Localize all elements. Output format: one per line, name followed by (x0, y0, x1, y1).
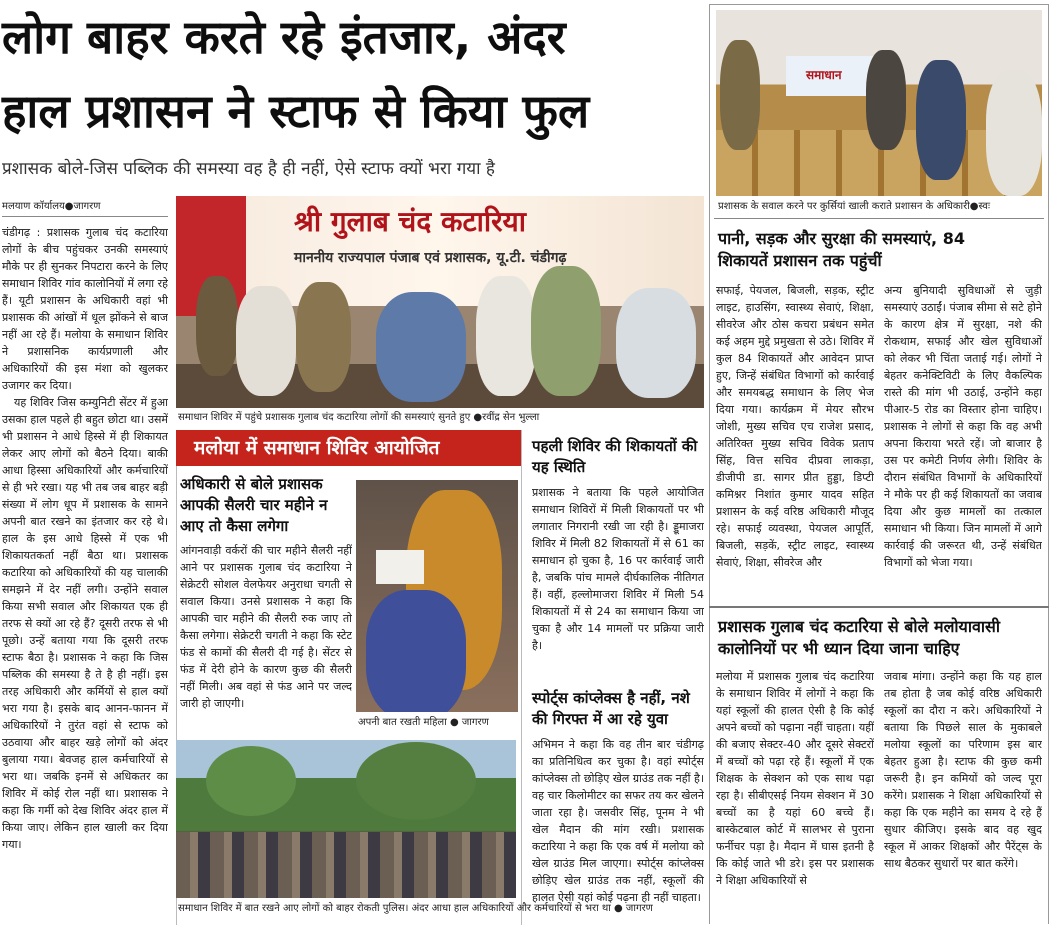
empty-chairs-photo (716, 10, 1042, 196)
article-paragraph: चंडीगढ़ : प्रशासक गुलाब चंद कटारिया लोगों के बीच पहुंचकर उनकी समस्याएं मौके पर ही सुनकर निपटारा करने के लिए समाधान शिविर गांव कालोनियों में लगा रहे हैं। यूटी प्रशासन के अधिकारी वहां भी प्रशासक की आंखों में धूल झोंकने से बाज नहीं आ रहे हैं। मलोया के समाधान शिविर ने प्रशासनिक कार्यप्रणाली और अधिकारियों की इस मंशा को खुलकर उजागर कर दिया। (2, 226, 168, 392)
person (366, 590, 466, 712)
woman-speaking-photo (356, 480, 518, 712)
column-text: प्रशासक ने बताया कि पहले आयोजित समाधान शिविरों में मिली शिकायतों पर भी लगातार निगरानी रखी जा रही है। ड्डूमाजरा शिविर में मिली 82 शिकायतों में से 61 का समाधान हो चुका है, 16 पर कार्रवाई जारी है, जबकि पांच मामले दीर्घकालिक नीतिगत हैं। वहीं, हल्लोमाजरा शिविर में मिली 54 शिकायतों में से 24 का समाधान किया जा चुका है और 14 मामलों पर प्रक्रिया जारी है। (532, 486, 704, 652)
photo-caption: समाधान शिविर में बात रखने आए लोगों को बाहर रोकती पुलिस। अंदर आधा हाल अधिकारियों और कर्मचारियों से भरा था ● जागरण (178, 903, 653, 914)
person (236, 286, 296, 396)
tree (206, 746, 296, 816)
byline: मलयाण कॉर्यालय●जागरण (2, 201, 101, 212)
caption-rule (714, 218, 1044, 219)
person (916, 60, 966, 180)
column-text: अभिमन ने कहा कि वह तीन बार चंडीगढ़ का प्रतिनिधित्व कर चुका है। वहां स्पोर्ट्स कांप्लेक्स तो छोड़िए खेल ग्राउंड तक नहीं है। वह चार किलोमीटर का सफर तय कर खेलने जाता रहा है। जसवीर सिंह, पूनम ने भी खेल मैदान की मांग रखी। प्रशासक कटारिया ने कहा कि एक वर्ष में मलोया को खेल ग्राउंड मिल जाएगा। स्पोर्ट्स कांप्लेक्स छोड़िए खेल ग्राउंड तक नहीं, स्कूलों की हालत ऐसी यहां कोई पढ़ना ही नहीं चाहता। (532, 738, 704, 904)
crowd-outside-photo (176, 740, 516, 898)
column-heading: स्पोर्ट्स कांप्लेक्स है नहीं, नशे की गिरफ्त में आ रहे युवा (532, 689, 690, 728)
box-article-text: आंगनवाड़ी वर्करों की चार महीने सैलरी नहीं आने पर प्रशासक गुलाब चंद कटारिया ने सेक्रेटरी सोशल वेलफेयर अनुराधा चगती से सवाल किया। उनसे प्रशासक ने कहा कि आपकी चार महीने की सैलरी रुक जाए तो कैसा लगेगा। सेक्रेटरी चगती ने कहा कि स्टेट फंड से कामों की सैलरी दी गई है। सेंटर से फंड में देरी होने के कारण कुछ की सैलरी नहीं मिली। अब वहां से फंड आने पर जल्द जारी हो जाएगी। (180, 544, 352, 710)
main-article-column (2, 224, 168, 924)
photo-caption: प्रशासक के सवाल करने पर कुर्सियां खाली कराते प्रशासन के अधिकारी●स्वः (718, 201, 990, 212)
section-divider (709, 606, 1049, 608)
photo-banner-text: समाधान (806, 68, 842, 82)
person (866, 50, 906, 150)
photo-banner-title: श्री गुलाब चंद कटारिया (294, 205, 527, 238)
main-headline-line1: लोग बाहर करते रहे इंतजार, अंदर (2, 10, 566, 64)
byline-rule (2, 216, 168, 217)
photo-caption: समाधान शिविर में पहुंचे प्रशासक गुलाब चंद कटारिया लोगों की समस्याएं सुनते हुए ●रवींद्र सेन भुल्ला (178, 412, 540, 423)
photo-banner-subtitle: माननीय राज्यपाल पंजाब एवं प्रशासक, यू.टी. चंडीगढ़ (294, 250, 567, 266)
sidebar-story1-column-a: सफाई, पेयजल, बिजली, सड़क, स्ट्रीट लाइट, हाउसिंग, स्वास्थ्य सेवाएं, शिक्षा, सीवरेज और ठोस कचरा प्रबंधन समेत कई अहम मुद्दे प्रमुखता से उठे। शिविर में कुल 84 शिकायतें और आवेदन प्राप्त हुए, जिन्हें संबंधित विभागों को कार्रवाई और समयबद्ध समाधान के लिए भेज दिया गया। कार्यक्रम में मेयर सौरभ जोशी, मुख्य सचिव एच राजेश प्रसाद, अतिरिक्त मुख्य सचिव विवेक प्रताप सिंह, वित्त सचिव दीप्रवा लाकड़ा, डीजीपी डा. सागर प्रीत हुड्डा, डिप्टी कमिश्नर निशांत कुमार यादव सहित प्रशासन के कई वरिष्ठ अधिकारी मौजूद रहे। सफाई व्यवस्था, पेयजल आपूर्ति, बिजली, सड़कें, स्ट्रीट लाइट, स्वास्थ्य सेवाएं, शिक्षा, सीवरेज और (716, 284, 874, 569)
crowd (176, 832, 516, 898)
person (986, 70, 1042, 196)
sidebar-story2-column-a: मलोया में प्रशासक गुलाब चंद कटारिया के समाधान शिविर में लोगों ने कहा कि यहां स्कूलों की हालत ऐसी है कि कोई अपने बच्चों को पढ़ाना नहीं चाहता। यहीं की बजाए सेक्टर-40 और दूसरे सेक्टरों में बच्चों को पढ़ा रहे हैं। स्कूलों में एक शिक्षक के सेक्शन को एक साथ पढ़ा रहा है। सीबीएसई नियम सेक्शन में 30 बच्चों का है यहां 60 बच्चे हैं। बास्केटबाल कोर्ट में सालभर से पुराना फर्नीचर पड़ा है। मैदान में घास इतनी है कि कोई जाते भी डरे। इस पर प्रशासक ने शिक्षा अधिकारियों से (716, 670, 874, 887)
sidebar-story1-column-b: अन्य बुनियादी सुविधाओं से जुड़ी समस्याएं उठाईं। पंजाब सीमा से सटे होने के कारण क्षेत्र में सुरक्षा, नशे की रोकथाम, सफाई और खेल सुविधाओं को लेकर भी चिंता जताई गई। लोगों ने बेहतर कनेक्टिविटी के लिए वैकल्पिक रास्ते की मांग भी उठाई, उन्होंने कहा पीआर-5 रोड का विस्तार होना चाहिए। प्रशासक ने लोगों से कहा कि वह अभी अपना किराया भरते रहें। जो बाजार है उस पर कमेटी निर्णय लेगी। शिविर के दौरान संबंधित विभागों के अधिकारियों ने मौके पर ही कई शिकायतों का जवाब दिया और कुछ मामलों का तत्काल समाधान भी किया। जिन मामलों में आगे कार्रवाई की जरूरत थी, उन्हें संबंधित विभागों को भेजा गया। (884, 284, 1042, 569)
paper-sheet (376, 550, 424, 584)
sidebar-story2-heading: प्रशासक गुलाब चंद कटारिया से बोले मलोयावासी कालोनियों पर भी ध्यान दिया जाना चाहिए (718, 617, 1000, 658)
person (720, 40, 760, 150)
event-stage-photo (176, 196, 704, 408)
article-paragraph: यह शिविर जिस कम्युनिटी सेंटर में हुआ उसका हाल पहले ही बहुत छोटा था। उसमें भी प्रशासन ने आधे हिस्से में ही शिकायत लेकर आए लोगों को बैठने दिया। बाकी आधा हिस्सा अधिकारियों और कर्मचारियों से ही भरे रखा। यह भी तब जब बाहर बड़ी संख्या में लोग धूप में प्रशासक के सामने अपनी बात रखने का इंतजार कर रहे थे। हाल के इस आधे हिस्से में एक भी शिकायतकर्ता नहीं बैठा था। प्रशासक कटारिया को अधिकारियों की यह चालाकी समझने में देर नहीं लगी। उन्होंने सवाल किया सभी सवाल और शिकायत एक ही तरफ से क्यों आ रहे हैं? दूसरी तरफ से भी पूछो। उन्हें बताया गया कि दूसरी तरफ स्टाफ बैठा है। प्रशासक ने कहा कि जिस पब्लिक की समस्या है ते है ही नहीं। इस तरह अधिकारी और कर्मियों से हाल क्यों भरा गया है। इसके बाद आनन-फानन में अधिकारियों ने तुरंत वहां से स्टाफ को उठवाया और बाहर खड़े लोगों को अंदर बुलाया गया। बेवजह हाल कर्मचारियों से भरा था। जबकि इनमें से अधिकतर का शिविर में कोई रोल नहीं था। प्रशासक ने कहा कि गर्मी को देख शिविर अंदर हाल में किया जाए। लेकिन हाल खाली कर दिया गया। (2, 396, 168, 851)
person (376, 292, 466, 402)
sidebar-story2-column-b: जवाब मांगा। उन्होंने कहा कि यह हाल तब होता है जब कोई वरिष्ठ अधिकारी स्कूलों का दौरा न करे। अधिकारियों ने बताया कि पिछले साल के मुकाबले मलोया स्कूलों का परिणाम इस बार बेहतर हुआ है। स्टाफ की कुछ कमी जरूरी है। इन कमियों को जल्द पूरा करेंगे। प्रशासक ने शिक्षा अधिकारियों से कहा कि एक महीने का समय दे रहे हैं सुधार कीजिए। इसके बाद वह खुद स्कूल में आकर शिक्षकों और पैरेंट्स के साथ बैठकर सुधारों पर बात करेंगे। (884, 670, 1042, 870)
box-heading: अधिकारी से बोले प्रशासक आपकी सैलरी चार महीने न आए तो कैसा लगेगा (180, 475, 328, 535)
photo-caption: अपनी बात रखती महिला ● जागरण (358, 717, 489, 728)
box-title: मलोया में समाधान शिविर आयोजित (194, 437, 440, 459)
main-headline-line2: हाल प्रशासन ने स्टाफ से किया फुल (2, 84, 590, 138)
column-heading: पहली शिविर की शिकायतों की यह स्थिति (532, 437, 698, 476)
person (296, 282, 351, 392)
person (476, 276, 536, 396)
person (196, 276, 238, 376)
person (531, 266, 601, 396)
sidebar-story1-heading: पानी, सड़क और सुरक्षा की समस्याएं, 84 शिकायतें प्रशासन तक पहुंचीं (718, 229, 965, 270)
main-subheadline: प्रशासक बोले-जिस पब्लिक की समस्या वह है ही नहीं, ऐसे स्टाफ क्यों भरा गया है (2, 159, 495, 179)
tree (356, 742, 476, 820)
person (616, 288, 696, 398)
